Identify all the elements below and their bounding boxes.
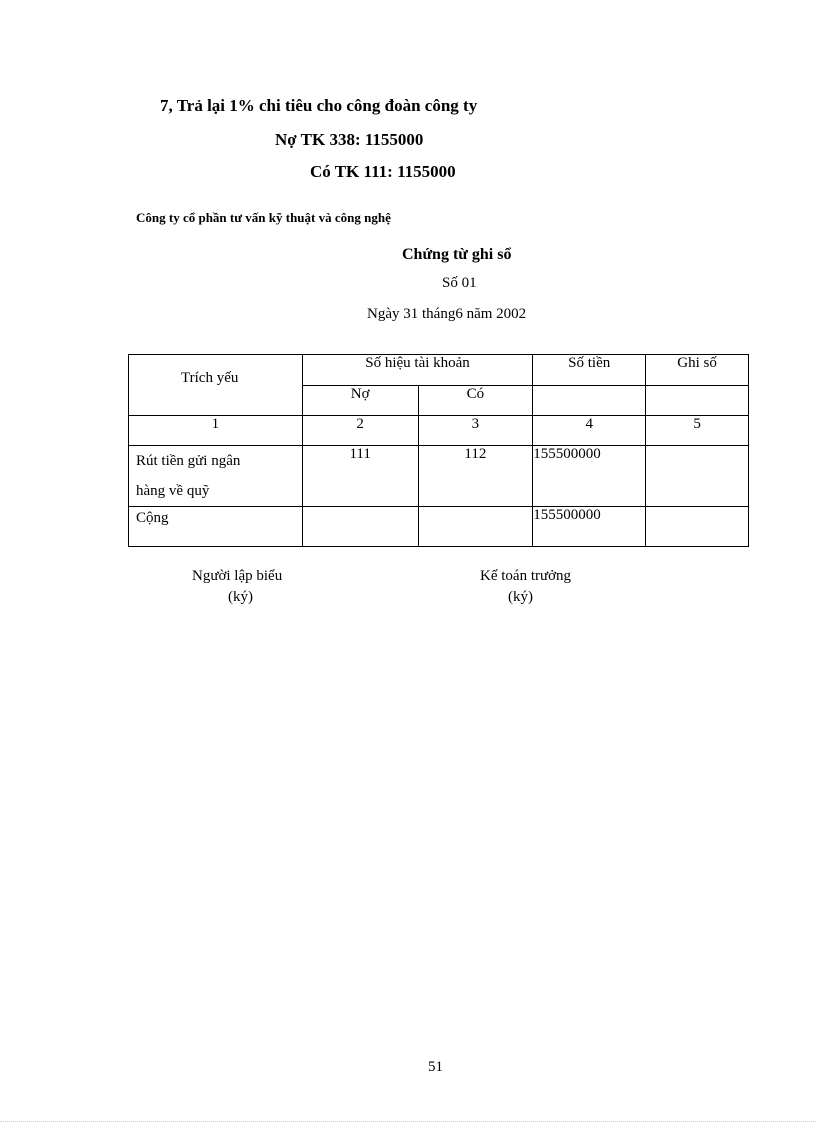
total-credit-blank bbox=[418, 507, 533, 547]
column-number: 2 bbox=[302, 416, 418, 446]
header-debit: Nợ bbox=[302, 386, 418, 416]
table-header-row bbox=[129, 355, 749, 386]
debit-entry: Nợ TK 338: 1155000 bbox=[275, 130, 424, 149]
row-summary-line2: hàng về quỹ bbox=[136, 483, 210, 499]
voucher-number: Số 01 bbox=[442, 275, 477, 291]
total-row bbox=[129, 507, 749, 547]
column-number: 5 bbox=[646, 416, 749, 446]
column-number-row bbox=[129, 416, 749, 446]
page-bottom-divider bbox=[0, 1121, 816, 1122]
voucher-date: Ngày 31 tháng6 năm 2002 bbox=[367, 306, 527, 322]
signature-preparer: Người lập biểu bbox=[192, 568, 283, 584]
header-note-blank bbox=[646, 386, 749, 416]
voucher-title: Chứng từ ghi sổ bbox=[402, 246, 512, 263]
row-debit-account: 111 bbox=[302, 446, 418, 507]
table-row bbox=[129, 446, 749, 507]
column-number: 1 bbox=[129, 416, 303, 446]
ledger-table bbox=[128, 354, 749, 547]
credit-entry: Có TK 111: 1155000 bbox=[310, 162, 456, 181]
header-credit: Có bbox=[418, 386, 533, 416]
total-amount: 155500000 bbox=[533, 507, 646, 547]
signature-preparer-note: (ký) bbox=[228, 589, 253, 605]
column-number: 4 bbox=[533, 416, 646, 446]
row-credit-account: 112 bbox=[418, 446, 533, 507]
total-note-blank bbox=[646, 507, 749, 547]
row-summary bbox=[129, 446, 303, 507]
column-number: 3 bbox=[418, 416, 533, 446]
page-number: 51 bbox=[428, 1059, 443, 1075]
total-label: Cộng bbox=[129, 507, 303, 547]
header-amount: Số tiền bbox=[533, 355, 646, 386]
header-account-number: Số hiệu tài khoản bbox=[302, 355, 533, 386]
header-amount-blank bbox=[533, 386, 646, 416]
row-amount: 155500000 bbox=[533, 446, 646, 507]
entry-heading: 7, Trả lại 1% chi tiêu cho công đoàn công ty bbox=[160, 96, 478, 115]
row-note bbox=[646, 446, 749, 507]
total-debit-blank bbox=[302, 507, 418, 547]
row-summary-line1: Rút tiền gửi ngân bbox=[136, 453, 241, 469]
signature-chief-accountant: Kế toán trưởng bbox=[480, 568, 572, 584]
header-note: Ghi số bbox=[646, 355, 749, 386]
header-summary: Trích yếu bbox=[129, 355, 303, 416]
signature-chief-accountant-note: (ký) bbox=[508, 589, 533, 605]
company-name: Công ty cổ phần tư vấn kỹ thuật và công nghệ bbox=[136, 210, 391, 225]
